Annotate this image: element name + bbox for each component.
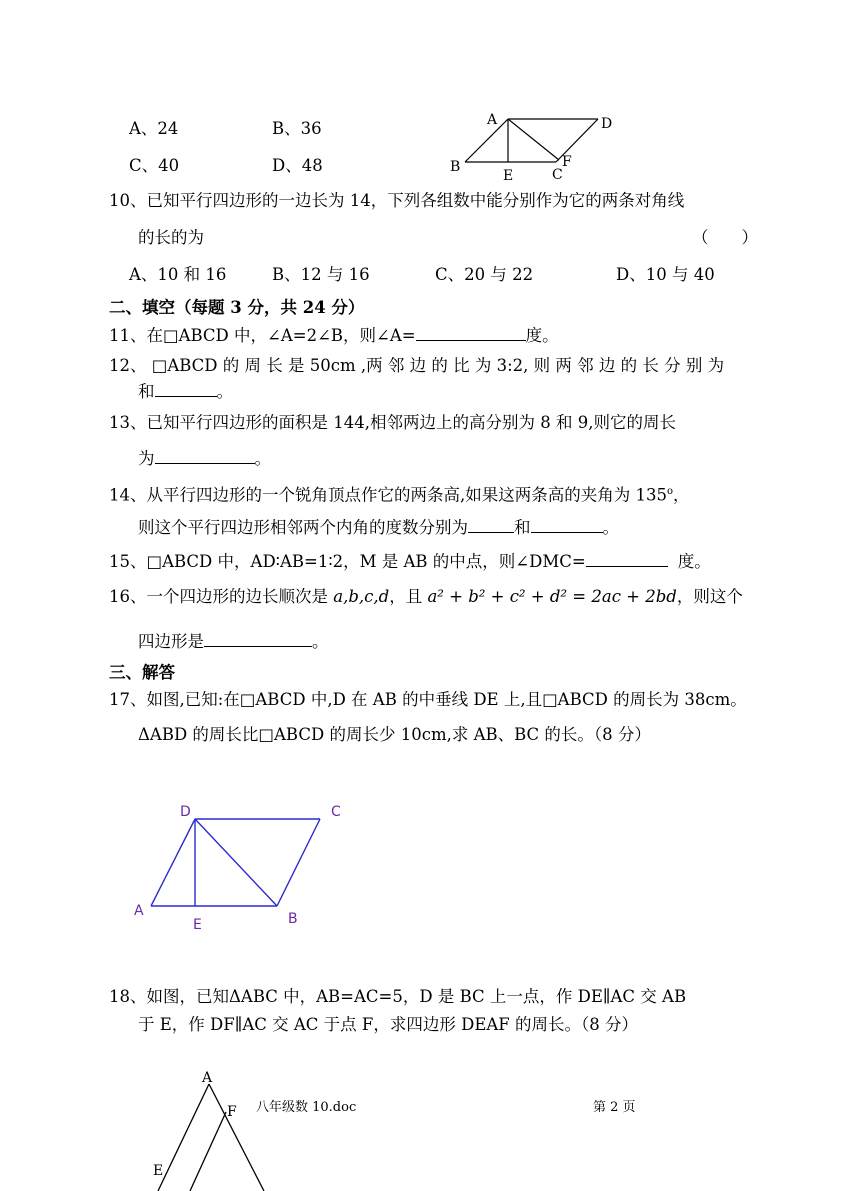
q16-end: 。 [312, 632, 329, 651]
q14-text2: 则这个平行四边形相邻两个内角的度数分别为 [138, 518, 468, 537]
fig9-label-d: D [601, 116, 613, 132]
q17-line1: 17、如图,已知:在□ABCD 中,D 在 AB 的中垂线 DE 上,且□ABCD 的周长为 38cm。 [109, 690, 747, 709]
fig9-label-c: C [552, 167, 563, 183]
q14-line1 [109, 481, 690, 507]
q10-answer-paren: （ ） [692, 228, 758, 247]
q13-line2 [138, 447, 271, 470]
fig9-label-f: F [562, 154, 572, 170]
fig17-label-d: D [180, 804, 191, 820]
fig17-label-e: E [193, 917, 202, 933]
q15 [109, 550, 711, 573]
q17-line2: ΔABD 的周长比□ABCD 的周长少 10cm,求 AB、BC 的长。（8 分） [138, 725, 651, 744]
q10-line2: 的长的为 [138, 228, 204, 247]
q16-text2: 四边形是 [138, 632, 204, 651]
fig17-label-a: A [134, 903, 144, 919]
q14-degree: o [666, 486, 674, 497]
fig17-parallelogram [125, 795, 355, 940]
footer-page-number: 第 2 页 [593, 1100, 636, 1115]
q15-tail: 度。 [677, 552, 711, 571]
q18-line1: 18、如图，已知ΔABC 中，AB=AC=5，D 是 BC 上一点，作 DE∥AC 交 AB [109, 987, 687, 1006]
q14-he: 和 [514, 518, 531, 537]
q13-blank [155, 447, 255, 464]
q12-line1: 12、 □ABCD 的 周 长 是 50cm ,两 邻 边 的 比 为 3:2, 则 两 邻 边 的 长 分 别 为 [109, 356, 725, 375]
q16-text: 16、一个四边形的边长顺次是 [109, 587, 334, 606]
fig9-label-e: E [503, 168, 514, 184]
q10-line1: 10、已知平行四边形的一边长为 14，下列各组数中能分别作为它的两条对角线 [109, 191, 685, 210]
q14-blank2 [531, 516, 603, 533]
section-2-heading: 二、填空（每题 3 分，共 24 分） [109, 298, 365, 317]
q14-comma: ， [673, 485, 690, 505]
q10-option-c: C、20 与 22 [435, 265, 534, 284]
q12-line2 [138, 380, 233, 403]
q9-option-b: B、36 [272, 119, 322, 138]
q16-blank [204, 630, 312, 647]
fig18-triangle [140, 1062, 280, 1191]
q14-line2 [138, 516, 619, 539]
q16-line2 [138, 630, 329, 653]
q16-vars: a,b,c,d [333, 587, 390, 606]
fig18-label-f: F [227, 1104, 237, 1120]
q10-option-a: A、10 和 16 [129, 265, 227, 284]
q16-qie: ，且 [389, 587, 428, 606]
fig17-label-c: C [331, 804, 341, 820]
q14-blank1 [468, 516, 514, 533]
section-3-heading: 三、解答 [109, 663, 175, 682]
fig9-label-a: A [487, 112, 498, 128]
q14-text: 14、从平行四边形的一个锐角顶点作它的两条高,如果这两条高的夹角为 135 [109, 485, 667, 505]
q9-option-c: C、40 [129, 156, 180, 175]
fig17-label-b: B [288, 911, 298, 927]
q10-option-d: D、10 与 40 [616, 265, 715, 284]
q11-text: 11、在□ABCD 中，∠A=2∠B，则∠A= [109, 326, 416, 345]
q15-text: 15、□ABCD 中，AD∶AB=1∶2，M 是 AB 的中点，则∠DMC= [109, 552, 586, 571]
q9-option-d: D、48 [272, 156, 323, 175]
q18-line2: 于 E，作 DF∥AC 交 AC 于点 F，求四边形 DEAF 的周长。（8 分） [138, 1015, 638, 1034]
q11-tail: 度。 [525, 326, 559, 345]
fig18-label-a: A [202, 1070, 213, 1086]
q14-end: 。 [602, 518, 619, 537]
q12-end: 。 [216, 382, 233, 401]
q13-line1: 13、已知平行四边形的面积是 144,相邻两边上的高分别为 8 和 9,则它的周长 [109, 413, 676, 432]
q12-he: 和 [138, 382, 155, 401]
q16-equation: a² + b² + c² + d² = 2ac + 2bd [427, 587, 677, 606]
footer-filename: 八年级数 10.doc [256, 1100, 357, 1115]
q11 [109, 324, 559, 347]
q13-end: 。 [254, 449, 271, 468]
q10-option-b: B、12 与 16 [272, 265, 370, 284]
q16-tail: ，则这个 [676, 587, 743, 606]
fig9-label-b: B [450, 159, 461, 175]
q9-option-a: A、24 [129, 119, 179, 138]
fig9-parallelogram [445, 105, 620, 185]
fig18-label-e: E [153, 1163, 164, 1179]
q13-wei: 为 [138, 449, 155, 468]
q15-blank [586, 550, 668, 567]
q11-blank [416, 324, 526, 341]
q16-line1 [109, 586, 743, 608]
q12-blank [155, 380, 217, 397]
